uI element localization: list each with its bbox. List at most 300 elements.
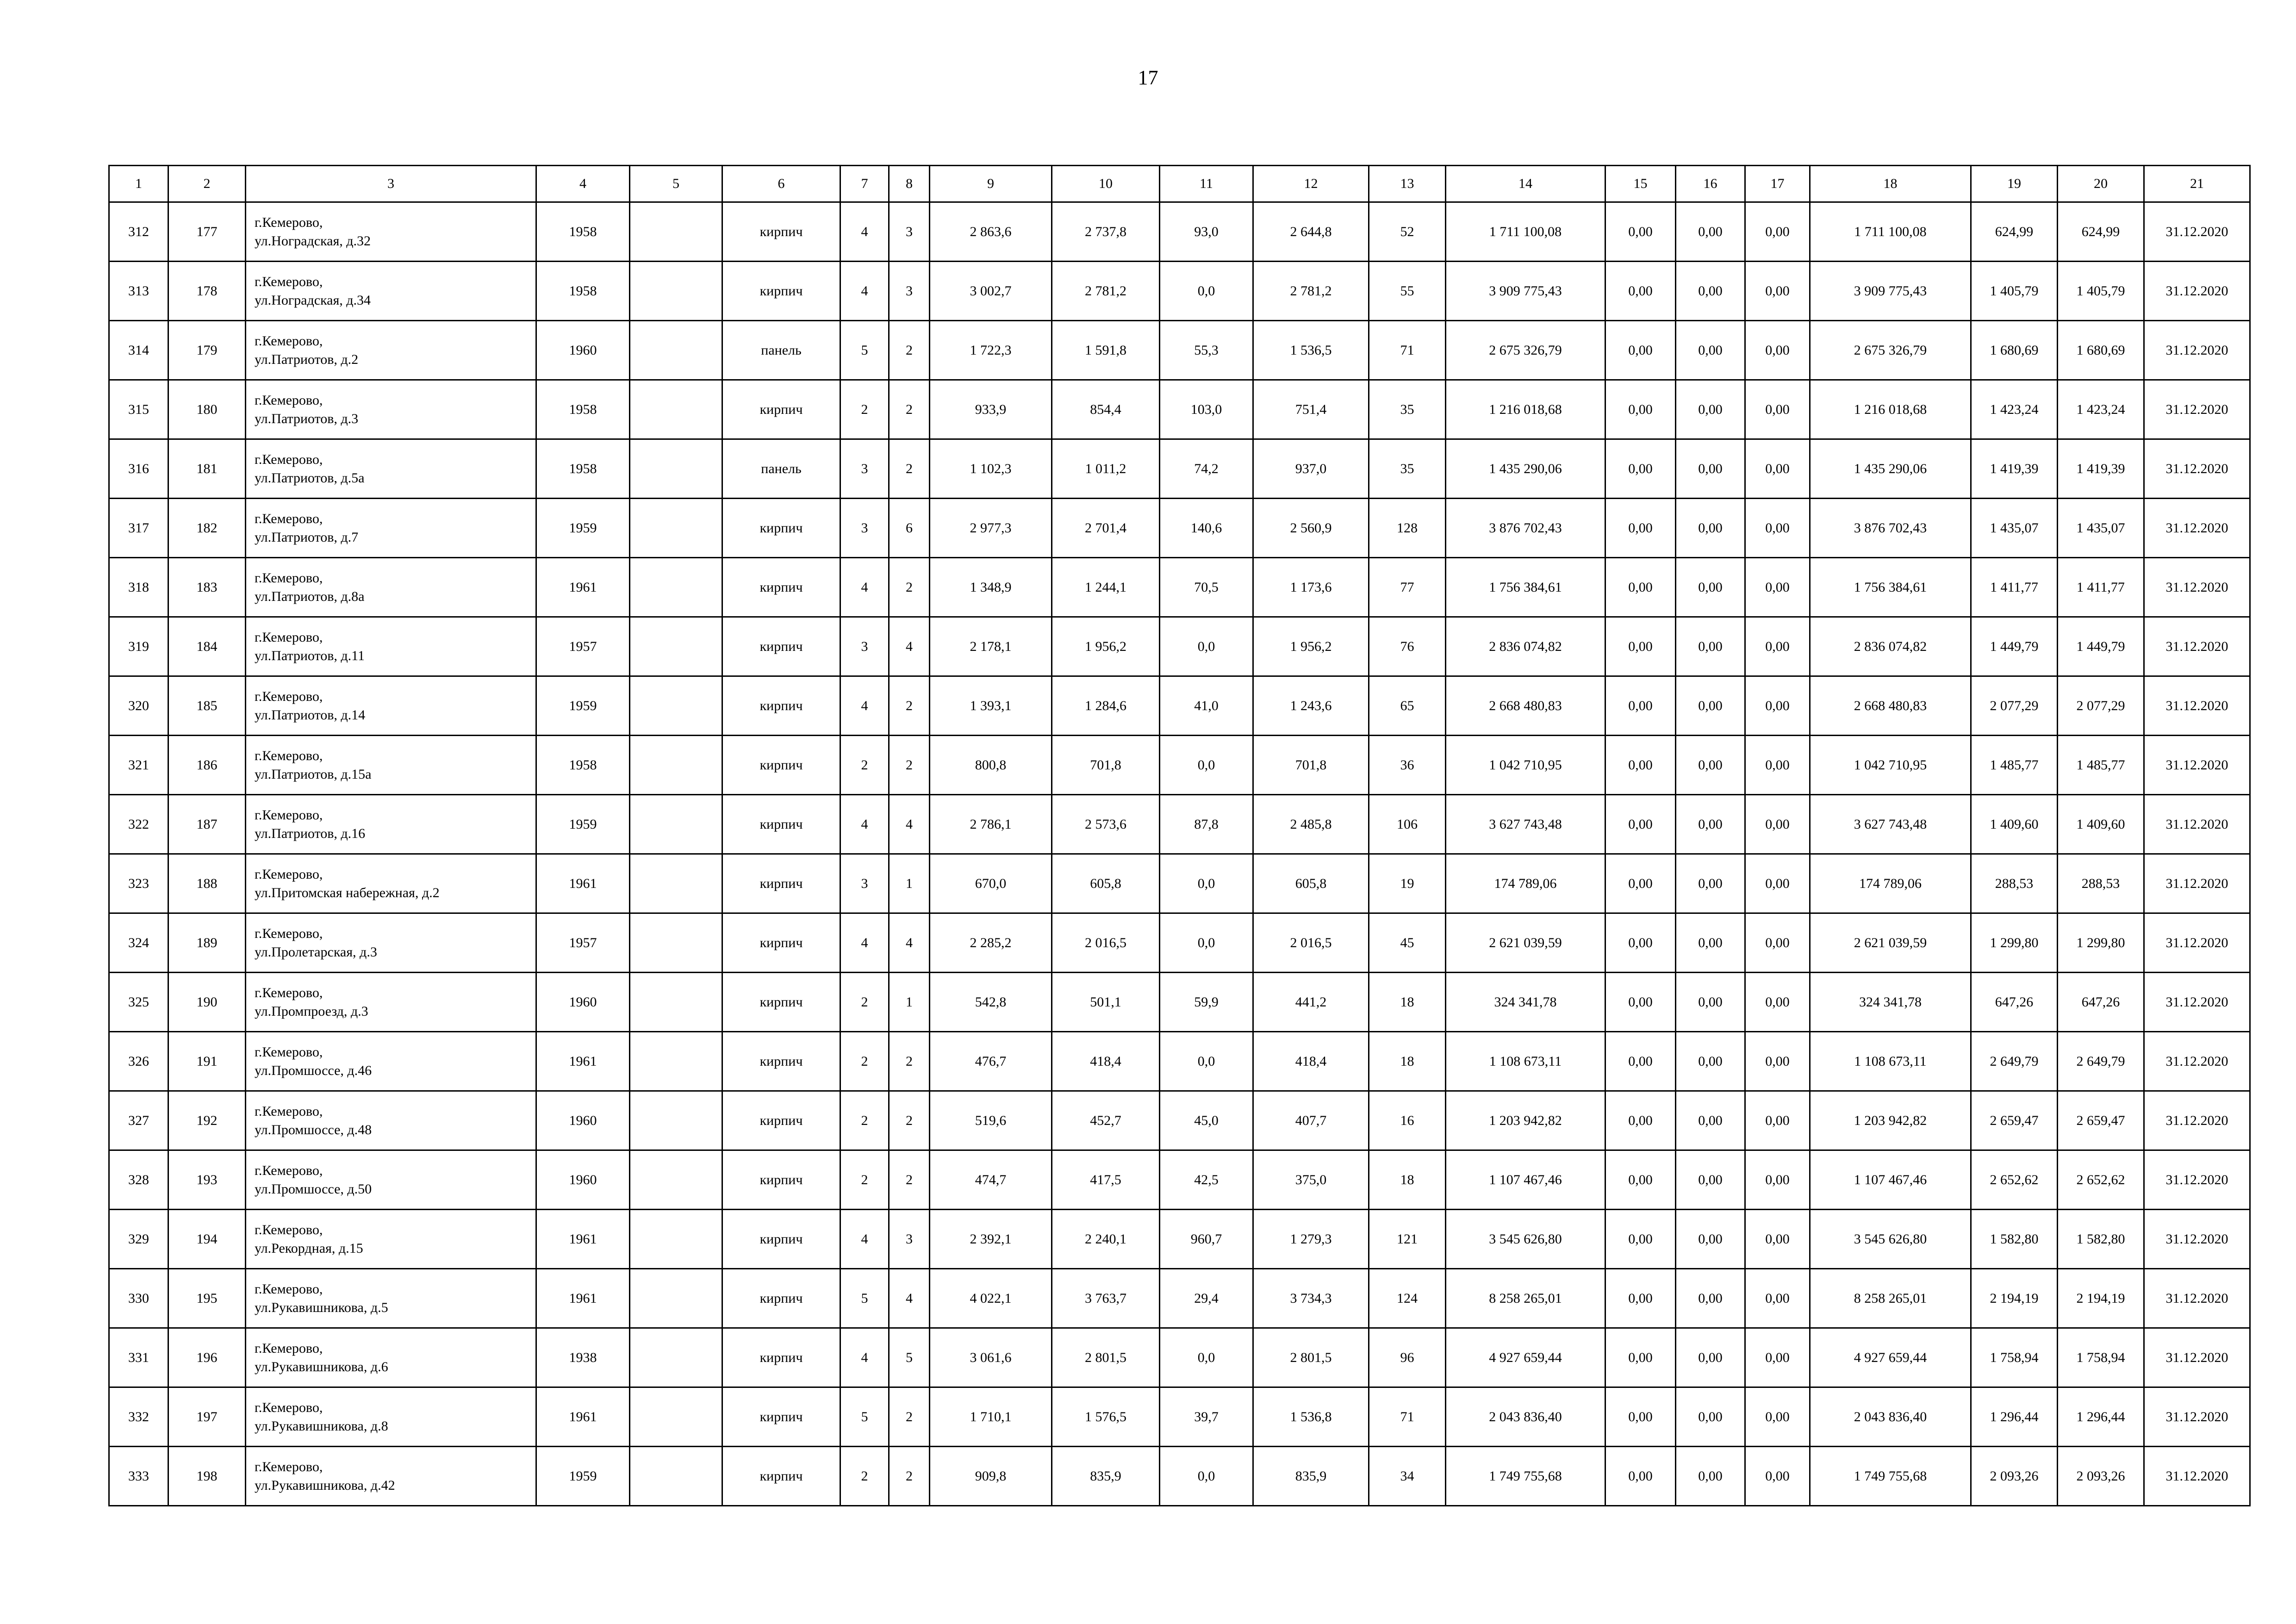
cell-c10: 2 781,2 [1052,262,1160,321]
address-street: ул.Промшоссе, д.48 [255,1122,372,1137]
cell-floors: 5 [840,321,889,380]
cell-c21: 31.12.2020 [2144,1091,2250,1150]
table-row [109,1032,2250,1091]
cell-k: 181 [168,439,246,499]
cell-c21: 31.12.2020 [2144,736,2250,795]
cell-c20: 1 419,39 [2058,439,2144,499]
cell-year: 1958 [536,202,630,262]
column-number-cell: 21 [2144,166,2250,202]
cell-c16: 0,00 [1676,321,1745,380]
cell-material: кирпич [722,676,840,736]
column-number-cell: 8 [889,166,930,202]
cell-c14: 1 756 384,61 [1446,558,1605,617]
cell-c5 [630,795,722,854]
cell-c20: 2 077,29 [2058,676,2144,736]
cell-floors: 2 [840,973,889,1032]
address-cell [246,439,536,499]
cell-c18: 2 668 480,83 [1810,676,1971,736]
cell-n: 330 [109,1269,168,1328]
cell-c11: 0,0 [1160,262,1253,321]
address-cell [246,795,536,854]
cell-c9: 2 863,6 [930,202,1052,262]
cell-c10: 452,7 [1052,1091,1160,1150]
cell-c19: 1 582,80 [1971,1210,2058,1269]
cell-material: кирпич [722,202,840,262]
cell-c12: 3 734,3 [1253,1269,1369,1328]
cell-c15: 0,00 [1605,1328,1676,1387]
cell-k: 196 [168,1328,246,1387]
cell-floors: 4 [840,913,889,973]
cell-year: 1961 [536,854,630,913]
table-row [109,1150,2250,1210]
cell-c5 [630,1032,722,1091]
cell-entrances: 3 [889,1210,930,1269]
cell-c15: 0,00 [1605,202,1676,262]
cell-year: 1960 [536,1091,630,1150]
cell-k: 187 [168,795,246,854]
column-number-cell: 6 [722,166,840,202]
table-row [109,973,2250,1032]
cell-c12: 441,2 [1253,973,1369,1032]
cell-n: 316 [109,439,168,499]
cell-c20: 2 649,79 [2058,1032,2144,1091]
cell-c12: 937,0 [1253,439,1369,499]
cell-c9: 1 102,3 [930,439,1052,499]
cell-c10: 417,5 [1052,1150,1160,1210]
cell-c11: 0,0 [1160,1032,1253,1091]
cell-c9: 1 393,1 [930,676,1052,736]
cell-floors: 4 [840,202,889,262]
cell-k: 177 [168,202,246,262]
cell-floors: 4 [840,262,889,321]
cell-c12: 751,4 [1253,380,1369,439]
table-row [109,1328,2250,1387]
cell-c10: 835,9 [1052,1447,1160,1506]
cell-c11: 140,6 [1160,499,1253,558]
cell-year: 1958 [536,380,630,439]
cell-c21: 31.12.2020 [2144,854,2250,913]
cell-c18: 1 711 100,08 [1810,202,1971,262]
address-street: ул.Рекордная, д.15 [255,1240,363,1256]
cell-c19: 2 652,62 [1971,1150,2058,1210]
cell-c20: 2 093,26 [2058,1447,2144,1506]
cell-c12: 418,4 [1253,1032,1369,1091]
cell-n: 331 [109,1328,168,1387]
cell-c17: 0,00 [1745,321,1810,380]
address-street: ул.Патриотов, д.15а [255,766,372,782]
cell-year: 1958 [536,736,630,795]
cell-n: 314 [109,321,168,380]
cell-entrances: 2 [889,1150,930,1210]
cell-c9: 1 710,1 [930,1387,1052,1447]
cell-c17: 0,00 [1745,617,1810,676]
address-city: г.Кемерово, [255,333,323,349]
cell-material: панель [722,321,840,380]
cell-c19: 2 194,19 [1971,1269,2058,1328]
cell-material: кирпич [722,617,840,676]
column-number-cell: 5 [630,166,722,202]
address-street: ул.Патриотов, д.5а [255,470,365,486]
cell-c9: 542,8 [930,973,1052,1032]
address-street: ул.Ноградская, д.34 [255,292,371,308]
cell-c19: 1 758,94 [1971,1328,2058,1387]
cell-n: 327 [109,1091,168,1150]
address-city: г.Кемерово, [255,1459,323,1474]
cell-c16: 0,00 [1676,499,1745,558]
cell-entrances: 2 [889,736,930,795]
cell-c15: 0,00 [1605,321,1676,380]
address-cell [246,913,536,973]
column-number-cell: 4 [536,166,630,202]
cell-c16: 0,00 [1676,854,1745,913]
address-city: г.Кемерово, [255,748,323,763]
cell-c19: 2 649,79 [1971,1032,2058,1091]
cell-c17: 0,00 [1745,558,1810,617]
cell-k: 197 [168,1387,246,1447]
cell-c21: 31.12.2020 [2144,202,2250,262]
cell-year: 1959 [536,676,630,736]
column-number-cell: 20 [2058,166,2144,202]
cell-c13: 76 [1369,617,1446,676]
cell-c11: 0,0 [1160,854,1253,913]
cell-c9: 933,9 [930,380,1052,439]
cell-c15: 0,00 [1605,913,1676,973]
address-city: г.Кемерово, [255,1340,323,1356]
cell-c18: 1 107 467,46 [1810,1150,1971,1210]
cell-c18: 174 789,06 [1810,854,1971,913]
cell-c9: 909,8 [930,1447,1052,1506]
cell-entrances: 2 [889,380,930,439]
cell-k: 198 [168,1447,246,1506]
page-number: 17 [1138,66,1158,89]
address-street: ул.Патриотов, д.2 [255,351,359,367]
cell-k: 188 [168,854,246,913]
cell-year: 1961 [536,1032,630,1091]
cell-c17: 0,00 [1745,1150,1810,1210]
cell-c16: 0,00 [1676,558,1745,617]
address-city: г.Кемерово, [255,985,323,1000]
cell-c12: 375,0 [1253,1150,1369,1210]
cell-c11: 55,3 [1160,321,1253,380]
cell-c11: 93,0 [1160,202,1253,262]
cell-year: 1960 [536,321,630,380]
cell-c21: 31.12.2020 [2144,558,2250,617]
cell-c19: 1 409,60 [1971,795,2058,854]
cell-c20: 1 423,24 [2058,380,2144,439]
cell-c13: 45 [1369,913,1446,973]
cell-c11: 74,2 [1160,439,1253,499]
cell-c18: 1 756 384,61 [1810,558,1971,617]
cell-entrances: 4 [889,913,930,973]
cell-c14: 3 627 743,48 [1446,795,1605,854]
cell-c14: 3 909 775,43 [1446,262,1605,321]
cell-c20: 288,53 [2058,854,2144,913]
address-street: ул.Патриотов, д.8а [255,588,365,604]
cell-material: кирпич [722,973,840,1032]
table-row [109,676,2250,736]
cell-c12: 2 801,5 [1253,1328,1369,1387]
cell-n: 321 [109,736,168,795]
cell-c10: 1 576,5 [1052,1387,1160,1447]
cell-c19: 1 299,80 [1971,913,2058,973]
cell-entrances: 3 [889,202,930,262]
cell-year: 1961 [536,1269,630,1328]
cell-c13: 121 [1369,1210,1446,1269]
cell-c17: 0,00 [1745,439,1810,499]
cell-material: кирпич [722,1387,840,1447]
cell-c19: 1 485,77 [1971,736,2058,795]
address-city: г.Кемерово, [255,688,323,704]
cell-c19: 1 423,24 [1971,380,2058,439]
cell-entrances: 1 [889,973,930,1032]
cell-k: 185 [168,676,246,736]
cell-c16: 0,00 [1676,262,1745,321]
cell-k: 192 [168,1091,246,1150]
cell-c15: 0,00 [1605,262,1676,321]
cell-c17: 0,00 [1745,1210,1810,1269]
cell-c5 [630,1328,722,1387]
cell-c16: 0,00 [1676,1032,1745,1091]
cell-c18: 1 216 018,68 [1810,380,1971,439]
cell-c11: 70,5 [1160,558,1253,617]
cell-c14: 3 876 702,43 [1446,499,1605,558]
cell-k: 186 [168,736,246,795]
cell-c5 [630,1091,722,1150]
cell-c20: 1 485,77 [2058,736,2144,795]
cell-c10: 1 956,2 [1052,617,1160,676]
address-city: г.Кемерово, [255,570,323,586]
cell-c12: 1 279,3 [1253,1210,1369,1269]
cell-c10: 1 591,8 [1052,321,1160,380]
cell-c13: 96 [1369,1328,1446,1387]
cell-c12: 2 560,9 [1253,499,1369,558]
cell-c21: 31.12.2020 [2144,1447,2250,1506]
cell-n: 323 [109,854,168,913]
cell-c20: 647,26 [2058,973,2144,1032]
column-number-cell: 15 [1605,166,1676,202]
address-cell [246,202,536,262]
cell-c10: 605,8 [1052,854,1160,913]
cell-c20: 1 299,80 [2058,913,2144,973]
address-cell [246,854,536,913]
cell-c11: 39,7 [1160,1387,1253,1447]
cell-c11: 42,5 [1160,1150,1253,1210]
cell-year: 1957 [536,913,630,973]
table-row [109,795,2250,854]
cell-entrances: 2 [889,676,930,736]
cell-c18: 2 836 074,82 [1810,617,1971,676]
cell-entrances: 3 [889,262,930,321]
cell-c15: 0,00 [1605,1387,1676,1447]
cell-year: 1961 [536,1210,630,1269]
cell-n: 313 [109,262,168,321]
cell-c9: 519,6 [930,1091,1052,1150]
cell-c13: 71 [1369,321,1446,380]
cell-c15: 0,00 [1605,1447,1676,1506]
cell-floors: 4 [840,558,889,617]
address-cell [246,1150,536,1210]
cell-c10: 701,8 [1052,736,1160,795]
cell-c21: 31.12.2020 [2144,973,2250,1032]
cell-k: 183 [168,558,246,617]
cell-material: кирпич [722,558,840,617]
cell-c17: 0,00 [1745,1328,1810,1387]
cell-c12: 835,9 [1253,1447,1369,1506]
address-street: ул.Патриотов, д.14 [255,707,366,723]
cell-n: 322 [109,795,168,854]
address-street: ул.Рукавишникова, д.8 [255,1418,388,1434]
address-street: ул.Ноградская, д.32 [255,233,371,249]
cell-c14: 2 668 480,83 [1446,676,1605,736]
cell-c21: 31.12.2020 [2144,1150,2250,1210]
column-number-cell: 14 [1446,166,1605,202]
cell-c12: 1 536,8 [1253,1387,1369,1447]
cell-entrances: 4 [889,795,930,854]
cell-n: 333 [109,1447,168,1506]
cell-c14: 1 042 710,95 [1446,736,1605,795]
address-city: г.Кемерово, [255,214,323,230]
cell-n: 318 [109,558,168,617]
cell-c20: 624,99 [2058,202,2144,262]
cell-c21: 31.12.2020 [2144,1328,2250,1387]
cell-c14: 1 107 467,46 [1446,1150,1605,1210]
cell-year: 1958 [536,262,630,321]
cell-c10: 854,4 [1052,380,1160,439]
cell-c9: 1 348,9 [930,558,1052,617]
cell-c20: 1 680,69 [2058,321,2144,380]
cell-c10: 418,4 [1052,1032,1160,1091]
column-number-cell: 19 [1971,166,2058,202]
address-cell [246,617,536,676]
cell-c11: 0,0 [1160,617,1253,676]
address-cell [246,1447,536,1506]
address-city: г.Кемерово, [255,807,323,823]
address-cell [246,1210,536,1269]
cell-c16: 0,00 [1676,676,1745,736]
cell-k: 180 [168,380,246,439]
cell-c14: 8 258 265,01 [1446,1269,1605,1328]
cell-c14: 1 435 290,06 [1446,439,1605,499]
cell-c19: 1 435,07 [1971,499,2058,558]
cell-c18: 2 675 326,79 [1810,321,1971,380]
address-cell [246,1387,536,1447]
cell-c16: 0,00 [1676,202,1745,262]
cell-floors: 5 [840,1269,889,1328]
cell-c13: 18 [1369,973,1446,1032]
cell-c5 [630,262,722,321]
cell-n: 320 [109,676,168,736]
cell-c16: 0,00 [1676,617,1745,676]
cell-material: кирпич [722,1210,840,1269]
cell-c13: 124 [1369,1269,1446,1328]
cell-c16: 0,00 [1676,795,1745,854]
cell-c11: 29,4 [1160,1269,1253,1328]
cell-k: 194 [168,1210,246,1269]
cell-year: 1938 [536,1328,630,1387]
address-street: ул.Рукавишникова, д.6 [255,1359,388,1374]
cell-c15: 0,00 [1605,736,1676,795]
cell-c5 [630,439,722,499]
cell-n: 329 [109,1210,168,1269]
cell-c13: 55 [1369,262,1446,321]
cell-year: 1960 [536,973,630,1032]
address-cell [246,321,536,380]
cell-floors: 3 [840,617,889,676]
cell-c11: 103,0 [1160,380,1253,439]
column-number-cell: 7 [840,166,889,202]
cell-c14: 1 203 942,82 [1446,1091,1605,1150]
cell-floors: 3 [840,499,889,558]
cell-c5 [630,1269,722,1328]
cell-floors: 5 [840,1387,889,1447]
cell-floors: 3 [840,439,889,499]
cell-c19: 647,26 [1971,973,2058,1032]
cell-c18: 1 203 942,82 [1810,1091,1971,1150]
cell-c21: 31.12.2020 [2144,499,2250,558]
cell-c15: 0,00 [1605,617,1676,676]
cell-c18: 4 927 659,44 [1810,1328,1971,1387]
cell-year: 1959 [536,499,630,558]
cell-c17: 0,00 [1745,1091,1810,1150]
cell-c12: 1 173,6 [1253,558,1369,617]
cell-c21: 31.12.2020 [2144,1269,2250,1328]
cell-c13: 34 [1369,1447,1446,1506]
cell-c13: 35 [1369,439,1446,499]
cell-c10: 1 284,6 [1052,676,1160,736]
cell-material: кирпич [722,1447,840,1506]
cell-c15: 0,00 [1605,1269,1676,1328]
address-city: г.Кемерово, [255,629,323,645]
cell-entrances: 2 [889,1387,930,1447]
address-street: ул.Рукавишникова, д.42 [255,1477,395,1493]
address-cell [246,262,536,321]
cell-material: кирпич [722,1269,840,1328]
cell-c5 [630,1387,722,1447]
cell-c10: 501,1 [1052,973,1160,1032]
cell-c19: 1 296,44 [1971,1387,2058,1447]
column-number-row [109,166,2250,202]
cell-c19: 1 405,79 [1971,262,2058,321]
cell-c5 [630,1447,722,1506]
cell-c14: 1 749 755,68 [1446,1447,1605,1506]
table-body [109,166,2250,1506]
column-number-cell: 2 [168,166,246,202]
cell-year: 1958 [536,439,630,499]
cell-c13: 106 [1369,795,1446,854]
cell-c14: 1 711 100,08 [1446,202,1605,262]
cell-c20: 1 405,79 [2058,262,2144,321]
address-city: г.Кемерово, [255,1162,323,1178]
cell-c5 [630,202,722,262]
cell-c21: 31.12.2020 [2144,913,2250,973]
cell-c20: 1 435,07 [2058,499,2144,558]
cell-c18: 8 258 265,01 [1810,1269,1971,1328]
address-street: ул.Притомская набережная, д.2 [255,885,440,900]
cell-c21: 31.12.2020 [2144,262,2250,321]
cell-c12: 2 485,8 [1253,795,1369,854]
cell-c15: 0,00 [1605,973,1676,1032]
column-number-cell: 12 [1253,166,1369,202]
cell-material: кирпич [722,499,840,558]
cell-c18: 1 435 290,06 [1810,439,1971,499]
cell-material: кирпич [722,1032,840,1091]
cell-c11: 960,7 [1160,1210,1253,1269]
column-number-cell: 16 [1676,166,1745,202]
cell-floors: 2 [840,1447,889,1506]
cell-c18: 3 909 775,43 [1810,262,1971,321]
cell-entrances: 1 [889,854,930,913]
address-cell [246,1091,536,1150]
